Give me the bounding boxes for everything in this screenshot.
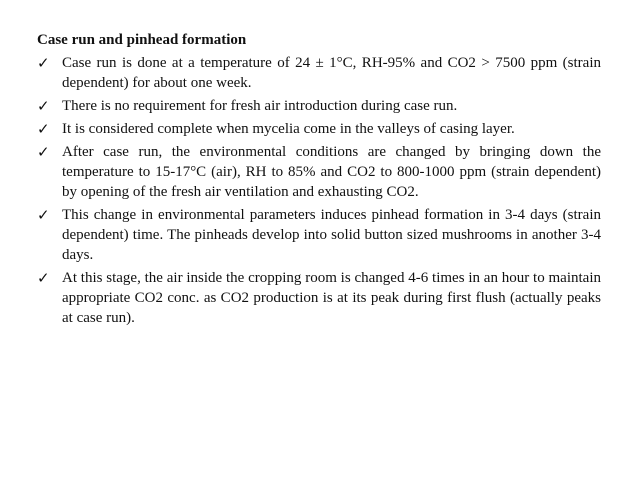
check-icon: ✓ (37, 143, 50, 161)
list-item (37, 142, 601, 202)
slide-content (37, 30, 601, 331)
section-heading: Case run and pinhead formation (37, 32, 247, 48)
list-item (37, 205, 601, 265)
check-icon: ✓ (37, 206, 50, 224)
list-item-text: This change in environmental parameters induces pinhead formation in 3-4 days (strain dependent) time. The pinheads develop into solid button sized mushrooms in another 3-4 days. (62, 207, 601, 263)
list-item-text: It is considered complete when mycelia come in the valleys of casing layer. (62, 121, 515, 137)
check-icon: ✓ (37, 97, 50, 115)
list-item (37, 268, 601, 328)
bullet-list (37, 53, 601, 328)
list-item (37, 53, 601, 93)
list-item-text: There is no requirement for fresh air introduction during case run. (62, 98, 458, 114)
list-item-text: At this stage, the air inside the cropping room is changed 4-6 times in an hour to maintain appropriate CO2 conc. as CO2 production is at its peak during first flush (actually peaks at case run). (62, 270, 601, 326)
check-icon: ✓ (37, 120, 50, 138)
list-item-text: After case run, the environmental conditions are changed by bringing down the temperature to 15-17°C (air), RH to 85% and CO2 to 800-1000 ppm (strain dependent) by opening of the fresh air ventilation and exhausting CO2. (62, 144, 601, 200)
list-item-text: Case run is done at a temperature of 24 ± 1°C, RH-95% and CO2 > 7500 ppm (strain dependent) for about one week. (62, 55, 601, 91)
list-item (37, 96, 601, 116)
check-icon: ✓ (37, 269, 50, 287)
check-icon: ✓ (37, 54, 50, 72)
list-item (37, 119, 601, 139)
